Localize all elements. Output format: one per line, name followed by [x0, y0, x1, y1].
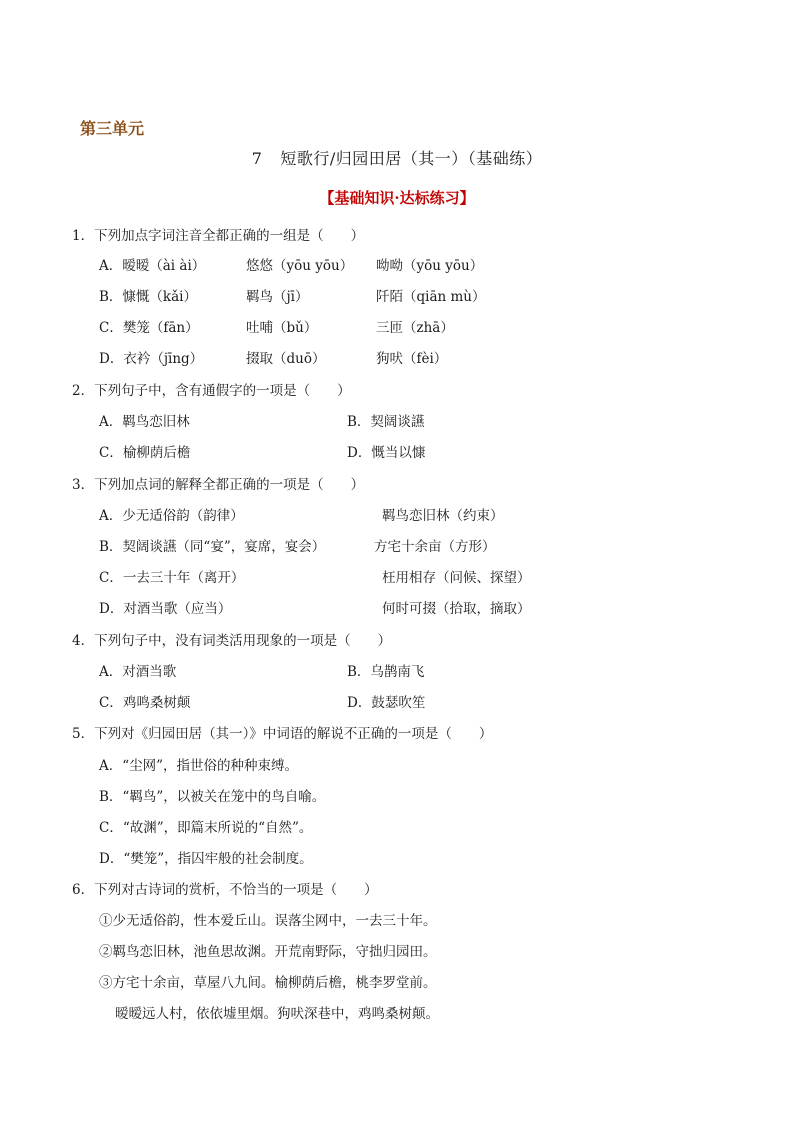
q2-option-b: B．契阔谈讌: [347, 414, 425, 430]
q4-option-a: A．对酒当歌: [99, 664, 177, 680]
q2-option-c: C．榆柳荫后檐: [99, 445, 191, 461]
q6-poem-line-1: ①少无适俗韵，性本爱丘山。误落尘网中，一去三十年。: [99, 913, 437, 929]
q3-option-a-1: A．少无适俗韵（韵律）: [99, 508, 244, 524]
q5-option-a: A．“尘网”，指世俗的种种束缚。: [99, 758, 299, 774]
q1-option-c-1: C．樊笼（fān）: [99, 320, 199, 336]
q5-option-b: B．“羁鸟”，以被关在笼中的鸟自喻。: [99, 789, 326, 805]
q2-option-d: D．慨当以慷: [347, 445, 426, 461]
q5-option-d: D．“樊笼”，指囚牢般的社会制度。: [99, 851, 313, 867]
q3-option-a-2: 羁鸟恋旧林（约束）: [382, 508, 504, 524]
q4-option-d: D．鼓瑟吹笙: [347, 695, 426, 711]
question-6-stem: 6．下列对古诗词的赏析，不恰当的一项是（ ）: [72, 882, 378, 898]
q4-option-c: C．鸡鸣桑树颠: [99, 695, 191, 711]
q6-poem-line-4: 暧暧远人村，依依墟里烟。狗吠深巷中，鸡鸣桑树颠。: [115, 1006, 439, 1022]
q1-option-d-2: 掇取（duō）: [246, 351, 326, 367]
q2-option-a: A．羁鸟恋旧林: [99, 414, 190, 430]
unit-title: 第三单元: [80, 119, 145, 138]
q3-option-b-2: 方宅十余亩（方形）: [374, 539, 496, 555]
q3-option-c-2: 枉用相存（问候、探望）: [382, 570, 531, 586]
q1-option-b-2: 羁鸟（jī）: [246, 289, 309, 305]
q1-option-a-1: A．暧暧（ài ài）: [99, 258, 206, 274]
q1-option-d-3: 狗吠（fèi）: [376, 351, 448, 367]
q6-poem-line-3: ③方宅十余亩，草屋八九间。榆柳荫后檐，桃李罗堂前。: [99, 975, 437, 991]
q3-option-c-1: C．一去三十年（离开）: [99, 570, 245, 586]
lesson-number: 7: [251, 149, 263, 168]
q1-option-b-1: B．慷慨（kǎi）: [99, 289, 197, 305]
q1-option-a-3: 呦呦（yōu yōu）: [376, 258, 484, 274]
question-2-stem: 2．下列句子中，含有通假字的一项是（ ）: [72, 383, 351, 399]
question-4-stem: 4．下列句子中，没有词类活用现象的一项是（ ）: [72, 633, 392, 649]
q5-option-c: C．“故渊”，即篇末所说的“自然”。: [99, 820, 313, 836]
q4-option-b: B．乌鹊南飞: [347, 664, 425, 680]
question-5-stem: 5．下列对《归园田居（其一）》中词语的解说不正确的一项是（ ）: [72, 726, 493, 742]
q1-option-c-3: 三匝（zhā）: [376, 320, 454, 336]
q1-option-d-1: D．衣衿（jīng）: [99, 351, 204, 367]
q6-poem-line-2: ②羁鸟恋旧林，池鱼思故渊。开荒南野际，守拙归园田。: [99, 944, 437, 960]
q3-option-d-1: D．对酒当歌（应当）: [99, 601, 232, 617]
q1-option-a-2: 悠悠（yōu yōu）: [246, 258, 354, 274]
lesson-title: [0, 146, 794, 169]
q1-option-c-2: 吐哺（bǔ）: [246, 320, 318, 336]
question-1-stem: 1．下列加点字词注音全都正确的一组是（ ）: [72, 228, 365, 244]
question-3-stem: 3．下列加点词的解释全都正确的一项是（ ）: [72, 477, 365, 493]
q3-option-b-1: B．契阔谈讌（同“宴”，宴席，宴会）: [99, 539, 326, 555]
q1-option-b-3: 阡陌（qiān mù）: [376, 289, 486, 305]
lesson-name: 短歌行/归园田居（其一）（基础练）: [280, 149, 543, 168]
section-title: 【基础知识·达标练习】: [319, 189, 475, 207]
q3-option-d-2: 何时可掇（拾取，摘取）: [382, 601, 531, 617]
